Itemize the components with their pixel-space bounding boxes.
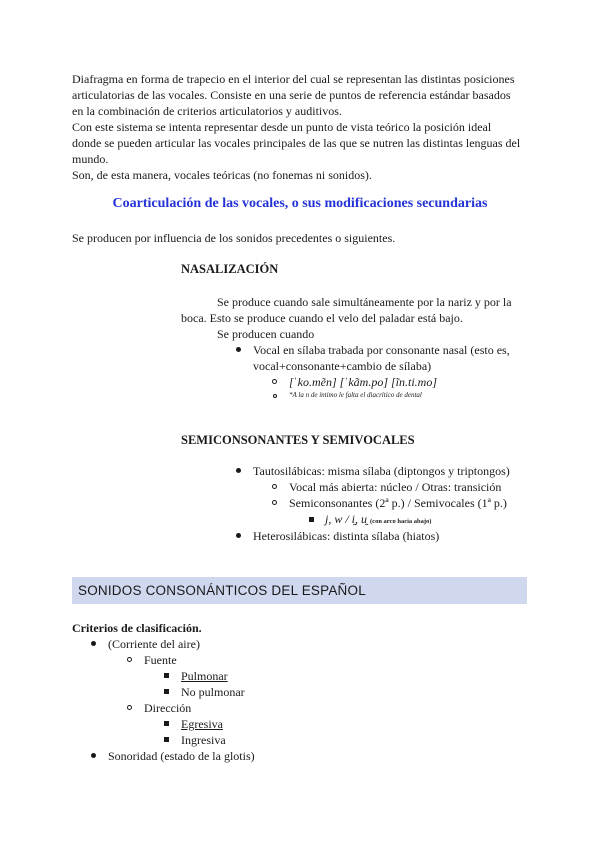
- bullet-disc-icon: [236, 533, 241, 538]
- coarticulation-text: Se producen por influencia de los sonidos precedentes o siguientes.: [72, 231, 396, 245]
- nasalization-line-3: Se producen cuando: [217, 327, 315, 341]
- nasalization-line-1: Se produce cuando sale simultáneamente por la nariz y por la: [217, 295, 512, 309]
- intro-line-4: Con este sistema se intenta representar desde un punto de vista teórico la posición ideal: [72, 120, 492, 134]
- nasalization-transcription: [ˈko.mẽn] [ˈkãm.po] [ĩn.ti.mo]: [289, 375, 437, 389]
- bullet-square-icon: [309, 517, 314, 522]
- section-title: SONIDOS CONSONÁNTICOS DEL ESPAÑOL: [78, 583, 366, 598]
- intro-line-6: mundo.: [72, 152, 109, 166]
- criteria-non-pulmonic: No pulmonar: [181, 685, 245, 699]
- criteria-direction: Dirección: [144, 701, 192, 715]
- criteria-air-stream: (Corriente del aire): [108, 637, 200, 651]
- semi-bullet-1b: Semiconsonantes (2ª p.) / Semivocales (1ª p.): [289, 496, 507, 510]
- semi-bullet-1: Tautosilábicas: misma sílaba (diptongos y triptongos): [253, 464, 510, 478]
- semi-bullet-1a: Vocal más abierta: núcleo / Otras: transición: [289, 480, 502, 494]
- bullet-square-icon: [164, 689, 169, 694]
- nasalization-bullet-1b: vocal+consonante+cambio de sílaba): [253, 359, 432, 373]
- coarticulation-title: Coarticulación de las vocales, o sus modificaciones secundarias: [112, 196, 488, 211]
- nasalization-note: *A la n de íntimo le falta el diacrítico de dental: [289, 391, 422, 399]
- bullet-circle-icon: [127, 657, 132, 662]
- bullet-disc-icon: [236, 347, 241, 352]
- bullet-disc-icon: [236, 468, 241, 473]
- criteria-voicing: Sonoridad (estado de la glotis): [108, 749, 255, 763]
- bullet-disc-icon: [91, 641, 96, 646]
- intro-line-2: articulatorias de las vocales. Consiste en una serie de puntos de referencia estándar basados: [72, 88, 511, 102]
- intro-line-5: donde se pueden articular las vocales principales de las que se nutren las distintas lenguas del: [72, 136, 521, 150]
- bullet-square-icon: [164, 673, 169, 678]
- criteria-pulmonic: Pulmonar: [181, 669, 228, 683]
- bullet-circle-icon: [272, 379, 277, 384]
- intro-line-7: Son, de esta manera, vocales teóricas (no fonemas ni sonidos).: [72, 168, 372, 182]
- nasalization-bullet-1a: Vocal en sílaba trabada por consonante nasal (esto es,: [253, 343, 510, 357]
- criteria-egressive: Egresiva: [181, 717, 223, 731]
- semi-glides-note: (con arco hacia abajo): [370, 518, 432, 525]
- bullet-square-icon: [164, 721, 169, 726]
- semiconsonants-heading: SEMICONSONANTES Y SEMIVOCALES: [181, 433, 415, 447]
- bullet-circle-icon: [127, 705, 132, 710]
- intro-line-1: Diafragma en forma de trapecio en el interior del cual se representan las distintas posiciones: [72, 72, 515, 86]
- bullet-circle-icon: [272, 500, 277, 505]
- criteria-source: Fuente: [144, 653, 177, 667]
- bullet-circle-icon: [272, 484, 277, 489]
- bullet-circle-small-icon: [273, 394, 277, 398]
- intro-line-3: en la combinación de criterios articulatorios y auditivos.: [72, 104, 342, 118]
- bullet-disc-icon: [91, 753, 96, 758]
- semi-bullet-2: Heterosilábicas: distinta sílaba (hiatos): [253, 529, 440, 543]
- criteria-heading: Criterios de clasificación.: [72, 621, 202, 635]
- section-band: [72, 577, 527, 604]
- bullet-square-icon: [164, 737, 169, 742]
- criteria-ingressive: Ingresiva: [181, 733, 226, 747]
- nasalization-heading: NASALIZACIÓN: [181, 262, 279, 276]
- semi-glides: j, w / i̯, u̯: [325, 512, 368, 526]
- nasalization-line-2: boca. Esto se produce cuando el velo del paladar está bajo.: [181, 311, 463, 325]
